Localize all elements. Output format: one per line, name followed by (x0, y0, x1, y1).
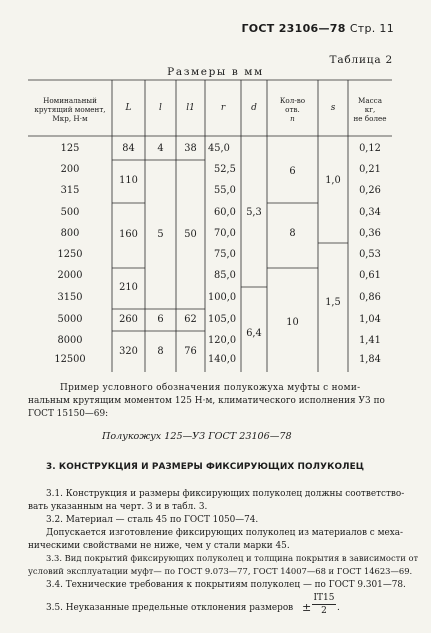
cell-mass: 0,12 (359, 143, 381, 154)
cell-r: 55,0 (214, 185, 236, 196)
cell-mass: 0,86 (359, 292, 381, 303)
cell-L: 210 (119, 282, 138, 293)
cell-mass: 0,26 (359, 185, 381, 196)
cell-s: 1,0 (325, 175, 341, 186)
header-s: s (330, 103, 336, 113)
page-number: Стр. 11 (349, 22, 394, 35)
para-3-3-a: 3.3. Вид покрытий фиксирующих полуколец и толщина покрытия в зависимости от (46, 553, 419, 563)
para-3-2-b-b: ническими свойствами не ниже, чем у стали марки 45. (28, 541, 290, 551)
header-l: l (159, 103, 162, 113)
cell-torque: 125 (60, 143, 80, 154)
cell-n: 8 (289, 228, 296, 239)
plus-minus-sign: ± (302, 601, 312, 614)
cell-mass: 0,36 (359, 228, 381, 239)
cell-torque: 5000 (57, 314, 83, 325)
cell-r: 105,0 (208, 314, 237, 325)
cell-d: 5,3 (246, 207, 262, 218)
header-d: d (251, 103, 257, 113)
cell-d: 6,4 (246, 328, 262, 339)
cell-l: 5 (157, 229, 164, 240)
header-torque: Номинальный крутящий момент, Мкр, Н·м (34, 96, 106, 123)
cell-l: 8 (157, 346, 164, 357)
cell-torque: 800 (60, 228, 80, 239)
cell-L: 160 (119, 229, 138, 240)
header-r: r (220, 103, 226, 113)
para-3-5-end: . (337, 603, 340, 613)
cell-mass: 0,61 (359, 270, 381, 281)
para-3-1-a: 3.1. Конструкция и размеры фиксирующих полуколец должны соответство- (46, 489, 405, 499)
cell-torque: 200 (60, 164, 80, 175)
para-3-1-b: вать указанным на черт. 3 и в табл. 3. (28, 502, 208, 512)
para-3-4: 3.4. Технические требования к покрытиям полуколец — по ГОСТ 9.301—78. (46, 580, 406, 590)
cell-l1: 38 (184, 143, 197, 154)
cell-r: 140,0 (208, 354, 237, 365)
para-3-5: 3.5. Неуказанные предельные отклонения размеров (46, 603, 294, 613)
header-count: Кол-во отв. n (279, 96, 306, 123)
cell-l1: 62 (184, 314, 197, 325)
cell-L: 320 (119, 346, 138, 357)
dimensions-caption: Размеры в мм (167, 66, 264, 78)
fraction-denominator: 2 (321, 606, 327, 616)
para-3-3-b: условий эксплуатации муфт— по ГОСТ 9.073—77, ГОСТ 14007—68 и ГОСТ 14623—69. (28, 566, 413, 576)
header-mass: Масса кг, не более (353, 96, 387, 123)
cell-mass: 1,04 (359, 314, 381, 325)
cell-r: 60,0 (214, 207, 236, 218)
cell-r: 120,0 (208, 335, 237, 346)
cell-torque: 8000 (57, 335, 83, 346)
cell-n: 10 (286, 317, 299, 328)
cell-n: 6 (289, 166, 296, 177)
cell-torque: 3150 (57, 292, 83, 303)
example-line-3: ГОСТ 15150—69: (28, 409, 109, 419)
gost-number: ГОСТ 23106—78 (241, 22, 346, 35)
cell-mass: 0,53 (359, 249, 381, 260)
section-3-title: 3. КОНСТРУКЦИЯ И РАЗМЕРЫ ФИКСИРУЮЩИХ ПОЛУКОЛЕЦ (46, 462, 365, 472)
cell-torque: 1250 (57, 249, 83, 260)
para-3-2: 3.2. Материал — сталь 45 по ГОСТ 1050—74. (46, 515, 259, 525)
cell-r: 85,0 (214, 270, 236, 281)
tolerance-fraction (312, 592, 336, 617)
header-l1: l1 (186, 103, 195, 113)
fraction-numerator: IT15 (313, 593, 335, 603)
header-L: L (125, 103, 132, 113)
cell-L: 260 (119, 314, 138, 325)
cell-mass: 0,21 (359, 164, 381, 175)
cell-l: 6 (157, 314, 164, 325)
cell-torque: 500 (60, 207, 80, 218)
cell-r: 45,0 (208, 143, 230, 154)
cell-L: 110 (119, 175, 138, 186)
example-line-1: Пример условного обозначения полукожуха муфты с номи- (60, 383, 361, 393)
cell-L: 84 (122, 143, 135, 154)
example-line-2: нальным крутящим моментом 125 Н·м, климатического исполнения У3 по (28, 396, 385, 406)
cell-torque: 2000 (57, 270, 83, 281)
cell-r: 100,0 (208, 292, 237, 303)
cell-r: 70,0 (214, 228, 236, 239)
cell-r: 75,0 (214, 249, 236, 260)
table-label: Таблица 2 (329, 54, 393, 66)
cell-l: 4 (157, 143, 164, 154)
cell-mass: 1,41 (359, 335, 381, 346)
cell-mass: 0,34 (359, 207, 381, 218)
cell-r: 52,5 (214, 164, 236, 175)
cell-l1: 50 (184, 229, 197, 240)
cell-s: 1,5 (325, 297, 341, 308)
cell-torque: 315 (60, 185, 80, 196)
cell-mass: 1,84 (359, 354, 381, 365)
cell-torque: 12500 (54, 354, 86, 365)
cell-l1: 76 (184, 346, 197, 357)
para-3-2-b-a: Допускается изготовление фиксирующих полуколец из материалов с меха- (46, 528, 404, 538)
example-designation: Полукожух 125—У3 ГОСТ 23106—78 (102, 431, 292, 442)
